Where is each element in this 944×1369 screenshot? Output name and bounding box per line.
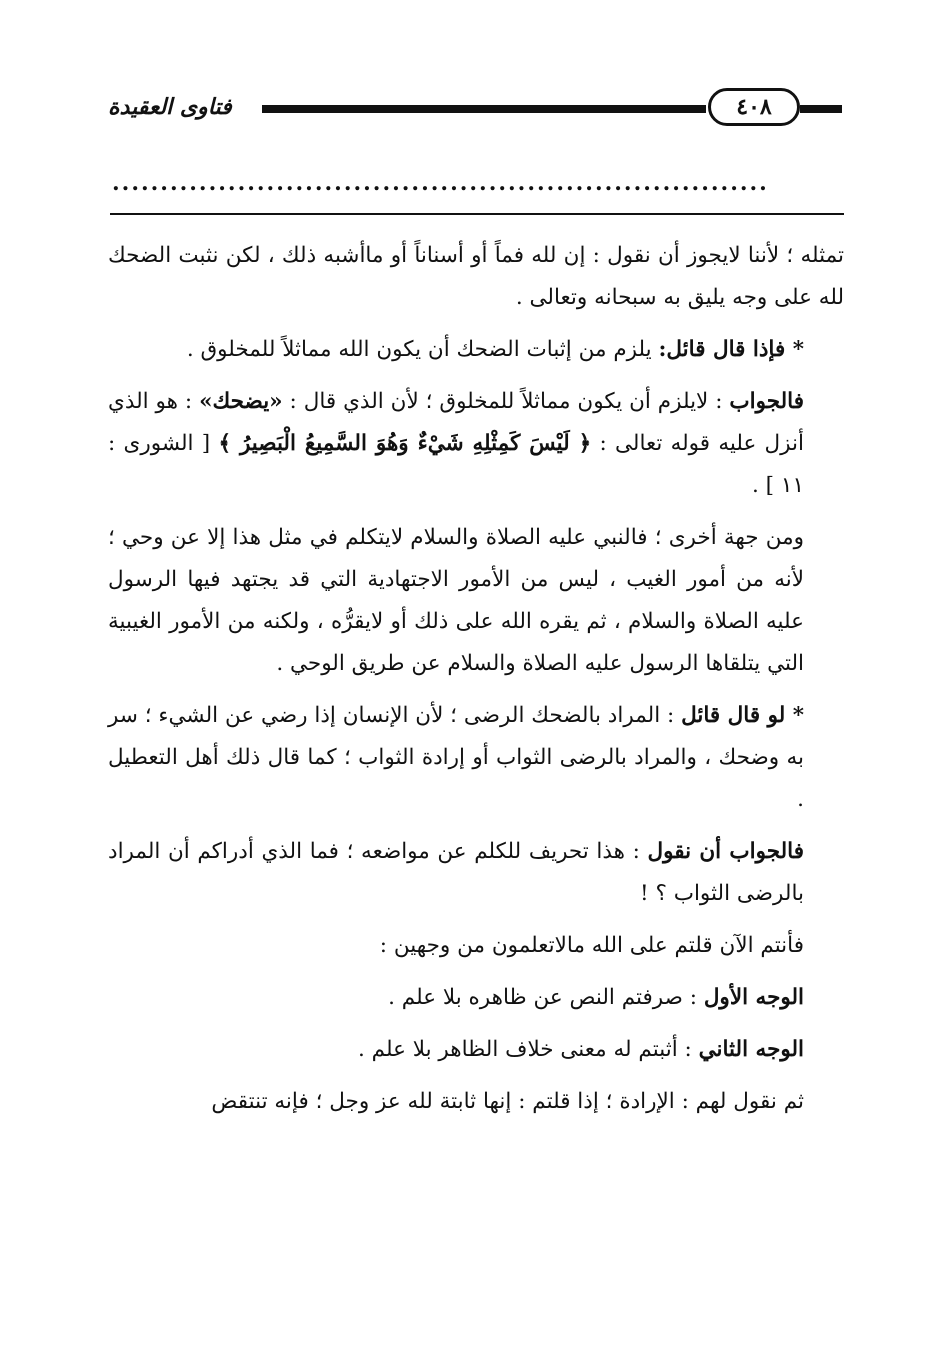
paragraph-9 [108, 1029, 844, 1071]
paragraph-2 [108, 329, 844, 371]
paragraph-3 [108, 381, 844, 507]
header-rule-left [262, 105, 706, 113]
quran-verse: ﴿ لَيْسَ كَمِثْلِهِ شَيْءٌ وَهُوَ السَّمِيعُ الْبَصِيرُ ﴾ [218, 431, 592, 456]
answer-text-1: : لايلزم أن يكون مماثلاً للمخلوق ؛ لأن الذي قال : [282, 389, 730, 414]
answer-text-2: : هو الذي أنزل عليه قوله تعالى : [108, 389, 804, 456]
page-number: ٤٠٨ [708, 88, 800, 126]
paragraph-1: تمثله ؛ لأننا لايجوز أن نقول : إن لله فماً أو أسناناً أو ماأشبه ذلك ، لكن نثبت الضحك لله على وجه يليق به سبحانه وتعالى . [108, 243, 844, 310]
question-label-2: * لو قال قائل [681, 703, 804, 728]
first-aspect-label: الوجه الأول [703, 985, 804, 1010]
header-rule-right [800, 105, 842, 113]
paragraph-8 [108, 977, 844, 1019]
quoted-word: «يضحك» [199, 389, 283, 414]
question-text: يلزم من إثبات الضحك أن يكون الله مماثلاً للمخلوق . [186, 337, 659, 362]
second-aspect-text: : أثبتم له معنى خلاف الظاهر بلا علم . [358, 1037, 699, 1062]
paragraph-4: ومن جهة أخرى ؛ فالنبي عليه الصلاة والسلام لايتكلم في مثل هذا إلا عن وحي ؛ لأنه من أمور الغيب ، ليس من الأمور الاجتهادية التي قد يجتهد فيها الرسول عليه الصلاة والسلام ، ثم يقره الله على ذلك أو لايقرُّه ، ولكنه من الأمور الغيبية التي يتلقاها الرسول عليه الصلاة والسلام عن طريق الوحي . [108, 525, 804, 676]
verse-reference: [ الشورى : ١١ ] . [108, 431, 804, 498]
second-aspect-label: الوجه الثاني [698, 1037, 804, 1062]
question-label: * فإذا قال قائل: [658, 337, 804, 362]
paragraph-10: ثم نقول لهم : الإرادة ؛ إذا قلتم : إنها ثابتة لله عز وجل ؛ فإنه تنتقض [211, 1089, 804, 1114]
answer-label-2: فالجواب أن نقول [647, 839, 804, 864]
answer-label: فالجواب [729, 389, 804, 414]
book-title: فتاوى العقيدة [108, 94, 232, 120]
answer-text-3: : هذا تحريف للكلم عن مواضعه ؛ فما الذي أدراكم أن المراد بالرضى الثواب ؟ ! [108, 839, 804, 906]
first-aspect-text: : صرفتم النص عن ظاهره بلا علم . [388, 985, 704, 1010]
page-header [0, 80, 944, 140]
page-body [108, 235, 844, 1133]
paragraph-7: فأنتم الآن قلتم على الله مالاتعلمون من وجهين : [379, 933, 804, 958]
dotted-separator: .................................................................... [112, 170, 769, 196]
horizontal-rule [110, 213, 844, 215]
paragraph-5 [108, 695, 844, 821]
paragraph-6 [108, 831, 844, 915]
question-text-2: : المراد بالضحك الرضى ؛ لأن الإنسان إذا رضي عن الشيء ؛ سر به وضحك ، والمراد بالرضى الثواب أو إرادة الثواب ؛ كما قال ذلك أهل التعطيل . [108, 703, 804, 812]
